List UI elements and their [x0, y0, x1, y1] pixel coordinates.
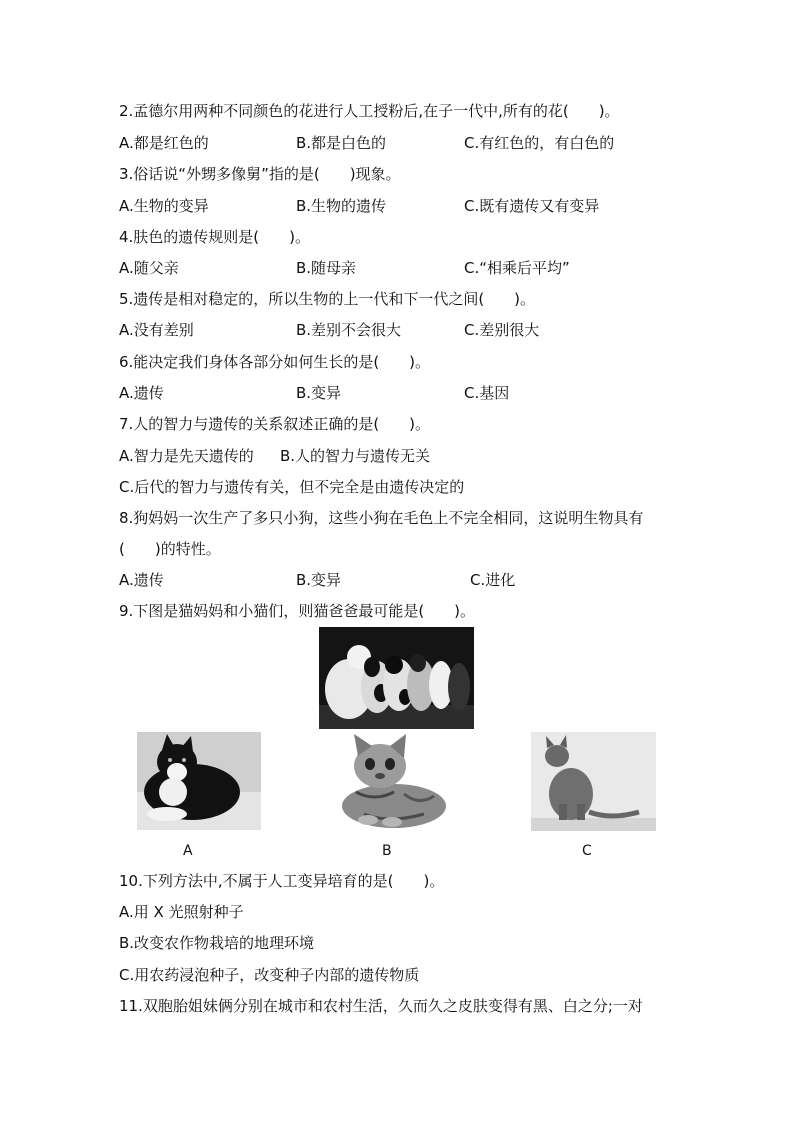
- question-4-stem: 4.肤色的遗传规则是( )。: [119, 228, 311, 246]
- question-2-stem: 2.孟德尔用两种不同颜色的花进行人工授粉后,在子一代中,所有的花( )。: [119, 102, 620, 120]
- question-6-option-a: A.遗传: [119, 384, 164, 402]
- option-b-caption: B: [382, 843, 392, 859]
- question-10-option-b: B.改变农作物栽培的地理环境: [119, 934, 315, 952]
- question-6-stem: 6.能决定我们身体各部分如何生长的是( )。: [119, 353, 431, 371]
- question-8-stem-line-1: 8.狗妈妈一次生产了多只小狗，这些小狗在毛色上不完全相同，这说明生物具有: [119, 509, 644, 527]
- mother-cat-kittens-photo: [319, 627, 474, 729]
- question-5-option-b: B.差别不会很大: [296, 321, 402, 339]
- question-8-option-a: A.遗传: [119, 571, 164, 589]
- option-c-caption: C: [582, 843, 592, 859]
- question-5-option-a: A.没有差别: [119, 321, 194, 339]
- question-8-stem-line-2: ( )的特性。: [119, 540, 221, 558]
- question-11-stem: 11.双胞胎姐妹俩分别在城市和农村生活，久而久之皮肤变得有黑、白之分;一对: [119, 997, 643, 1015]
- question-8-option-c: C.进化: [470, 571, 516, 589]
- option-b-cat-photo: [334, 732, 450, 830]
- question-3-option-c: C.既有遗传又有变异: [464, 197, 600, 215]
- question-5-option-c: C.差别很大: [464, 321, 540, 339]
- question-7-option-a: A.智力是先天遗传的: [119, 447, 254, 465]
- question-3-option-a: A.生物的变异: [119, 197, 209, 215]
- question-2-option-a: A.都是红色的: [119, 134, 209, 152]
- question-4-option-c: C.“相乘后平均”: [464, 259, 570, 277]
- question-5-stem: 5.遗传是相对稳定的，所以生物的上一代和下一代之间( )。: [119, 290, 536, 308]
- option-c-cat-photo: [531, 732, 656, 831]
- question-10-stem: 10.下列方法中,不属于人工变异培育的是( )。: [119, 872, 445, 890]
- question-2-option-b: B.都是白色的: [296, 134, 387, 152]
- question-8-option-b: B.变异: [296, 571, 342, 589]
- question-2-option-c: C.有红色的，有白色的: [464, 134, 615, 152]
- question-7-option-b: B.人的智力与遗传无关: [280, 447, 431, 465]
- question-10-option-c: C.用农药浸泡种子，改变种子内部的遗传物质: [119, 966, 420, 984]
- option-a-cat-photo: [137, 732, 261, 830]
- question-6-option-b: B.变异: [296, 384, 342, 402]
- question-6-option-c: C.基因: [464, 384, 510, 402]
- question-7-stem: 7.人的智力与遗传的关系叙述正确的是( )。: [119, 415, 431, 433]
- question-9-stem: 9.下图是猫妈妈和小猫们，则猫爸爸最可能是( )。: [119, 602, 476, 620]
- question-3-option-b: B.生物的遗传: [296, 197, 387, 215]
- question-4-option-a: A.随父亲: [119, 259, 179, 277]
- question-10-option-a: A.用 X 光照射种子: [119, 903, 244, 921]
- question-4-option-b: B.随母亲: [296, 259, 357, 277]
- question-7-option-c: C.后代的智力与遗传有关，但不完全是由遗传决定的: [119, 478, 465, 496]
- option-a-caption: A: [183, 843, 193, 859]
- question-3-stem: 3.俗话说“外甥多像舅”指的是( )现象。: [119, 165, 401, 183]
